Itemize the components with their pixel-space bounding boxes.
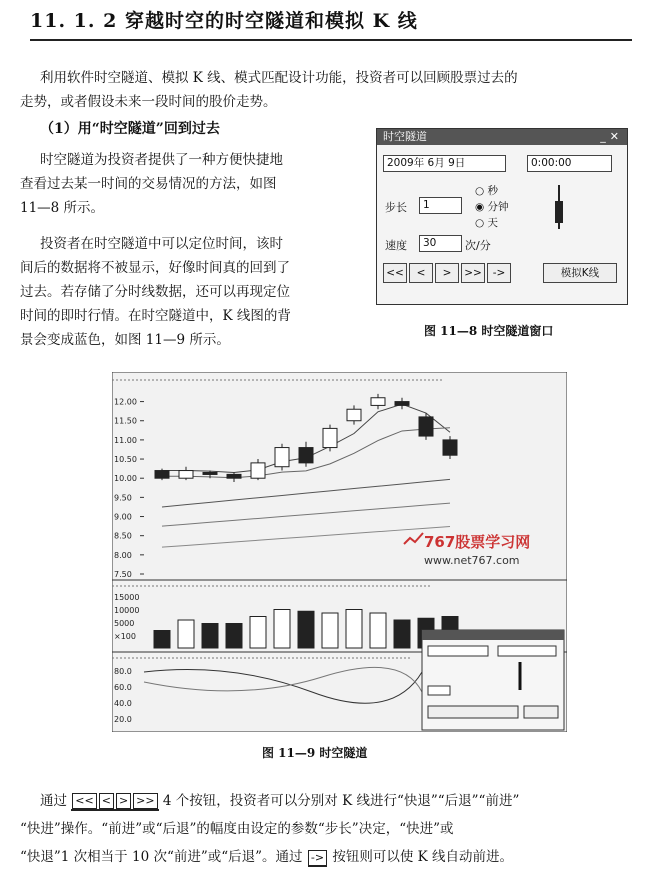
paragraph-1 — [20, 148, 352, 220]
candle-body — [371, 398, 385, 406]
inline-fast-back: << — [72, 793, 96, 809]
footer-text: 4 个按钮，投资者可以分别对 K 线进行“快退”“后退”“前进” — [162, 793, 520, 809]
fast-back-button[interactable]: << — [383, 263, 407, 283]
window-controls — [600, 129, 623, 145]
radio-minute-label: 分钟 — [487, 201, 509, 213]
y-tick-label: 7.50 — [114, 570, 132, 579]
candle-body — [323, 428, 337, 447]
simulate-kline-button[interactable]: 模拟K线 — [543, 263, 617, 283]
candle-body — [395, 402, 409, 406]
section-heading: 11. 1. 2 穿越时空的时空隧道和模拟 K 线 — [30, 10, 418, 32]
inline-forward: > — [116, 793, 131, 809]
embedded-dialog — [422, 630, 564, 730]
intro-line-1: 利用软件时空隧道、模拟 K 线、模式匹配设计功能，投资者可以回顾股票过去的 — [40, 70, 518, 86]
candle-body — [419, 417, 433, 436]
volume-bar — [322, 613, 338, 648]
volume-bar — [202, 624, 218, 649]
back-button[interactable]: < — [409, 263, 433, 283]
speed-input[interactable]: 30 — [419, 235, 462, 252]
volume-bar — [298, 611, 314, 648]
y-tick-label: 11.00 — [114, 435, 137, 445]
subsection-title: （1）用“时空隧道”回到过去 — [40, 121, 220, 137]
volume-tick-label: 10000 — [114, 606, 140, 615]
inline-auto: -> — [308, 850, 327, 867]
watermark-url: www.net767.com — [424, 554, 520, 567]
p2-line: 时间的即时行情。在时空隧道中，K 线图的背 — [20, 308, 291, 324]
volume-bar — [154, 631, 170, 649]
candle-body — [179, 471, 193, 479]
inline-back: < — [99, 793, 114, 809]
volume-tick-label: 5000 — [114, 619, 135, 628]
speed-label: 速度 — [385, 239, 407, 252]
dialog-titlebar — [377, 129, 627, 145]
volume-bar — [274, 610, 290, 649]
y-tick-label: 8.00 — [114, 550, 132, 560]
candle-body — [275, 448, 289, 467]
y-tick-label: 10.50 — [114, 455, 137, 465]
volume-bar — [178, 620, 194, 648]
candle-body — [155, 471, 169, 479]
watermark-brand: 767股票学习网 — [424, 533, 531, 551]
footer-line-2: “快进”操作。“前进”或“后退”的幅度由设定的参数“步长”决定，“快进”或 — [20, 821, 454, 837]
volume-bar — [370, 613, 386, 648]
indicator-tick-label: 80.0 — [114, 667, 132, 676]
volume-bar — [346, 610, 362, 649]
y-tick-label: 8.50 — [114, 531, 132, 541]
time-tunnel-dialog — [376, 128, 628, 305]
radio-minute[interactable]: ◉ 分钟 — [475, 201, 509, 213]
figure-9-caption: 图 11—9 时空隧道 — [262, 746, 368, 760]
time-picker[interactable]: 0:00:00 — [527, 155, 612, 172]
p2-line: 间后的数据将不被显示，好像时间真的回到了 — [20, 260, 290, 276]
volume-bar — [250, 617, 266, 649]
time-tunnel-chart — [112, 372, 567, 732]
speed-unit: 次/分 — [465, 239, 491, 252]
footer-line-1 — [40, 788, 519, 814]
volume-tick-label: 15000 — [114, 593, 140, 602]
heading-rule — [30, 39, 632, 41]
radio-second[interactable]: ○ 秒 — [475, 185, 498, 197]
footer-text: “快退”1 次相当于 10 次“前进”或“后退”。通过 — [20, 849, 303, 865]
volume-bar — [394, 620, 410, 648]
clock-hand-icon — [549, 181, 569, 233]
candle-body — [227, 474, 241, 478]
minimize-icon[interactable]: _ — [600, 130, 610, 143]
radio-second-label: 秒 — [487, 185, 498, 197]
indicator-tick-label: 20.0 — [114, 715, 132, 724]
radio-day-label: 天 — [487, 217, 498, 229]
footer-text: 按钮则可以使 K 线自动前进。 — [332, 849, 514, 865]
candle-body — [251, 463, 265, 478]
volume-tick-label: ×100 — [114, 632, 136, 641]
dialog-title: 时空隧道 — [383, 130, 427, 143]
footer-text: 通过 — [40, 793, 67, 809]
step-label: 步长 — [385, 201, 407, 214]
candle-body — [347, 409, 361, 420]
paragraph-2 — [20, 232, 352, 352]
candle-body — [203, 472, 217, 474]
y-tick-label: 9.50 — [114, 493, 132, 503]
y-tick-label: 9.00 — [114, 512, 132, 522]
date-picker[interactable]: 2009年 6月 9日 — [383, 155, 506, 172]
p1-line: 查看过去某一时间的交易情况的方法，如图 — [20, 176, 277, 192]
radio-day[interactable]: ○ 天 — [475, 217, 498, 229]
indicator-tick-label: 40.0 — [114, 699, 132, 708]
y-tick-label: 12.00 — [114, 397, 137, 407]
p2-line: 过去。若存储了分时线数据，还可以再现定位 — [20, 284, 290, 300]
inline-fast-forward: >> — [133, 793, 157, 809]
auto-forward-button[interactable]: -> — [487, 263, 511, 283]
close-icon[interactable]: ✕ — [609, 130, 623, 143]
p1-line: 时空隧道为投资者提供了一种方便快捷地 — [40, 152, 283, 168]
inline-nav-buttons — [71, 793, 158, 811]
footer-line-3 — [20, 844, 513, 870]
p2-line: 景会变成蓝色，如图 11—9 所示。 — [20, 332, 230, 348]
p2-line: 投资者在时空隧道中可以定位时间，该时 — [40, 236, 283, 252]
candle-body — [443, 440, 457, 455]
p1-line: 11—8 所示。 — [20, 200, 105, 216]
forward-button[interactable]: > — [435, 263, 459, 283]
volume-bar — [226, 624, 242, 649]
step-input[interactable]: 1 — [419, 197, 462, 214]
y-tick-label: 10.00 — [114, 474, 137, 484]
figure-8-caption: 图 11—8 时空隧道窗口 — [424, 324, 554, 338]
intro-line-2: 走势，或者假设未来一段时间的股价走势。 — [20, 94, 277, 110]
fast-forward-button[interactable]: >> — [461, 263, 485, 283]
indicator-tick-label: 60.0 — [114, 683, 132, 692]
candle-body — [299, 448, 313, 463]
y-tick-label: 11.50 — [114, 416, 137, 426]
